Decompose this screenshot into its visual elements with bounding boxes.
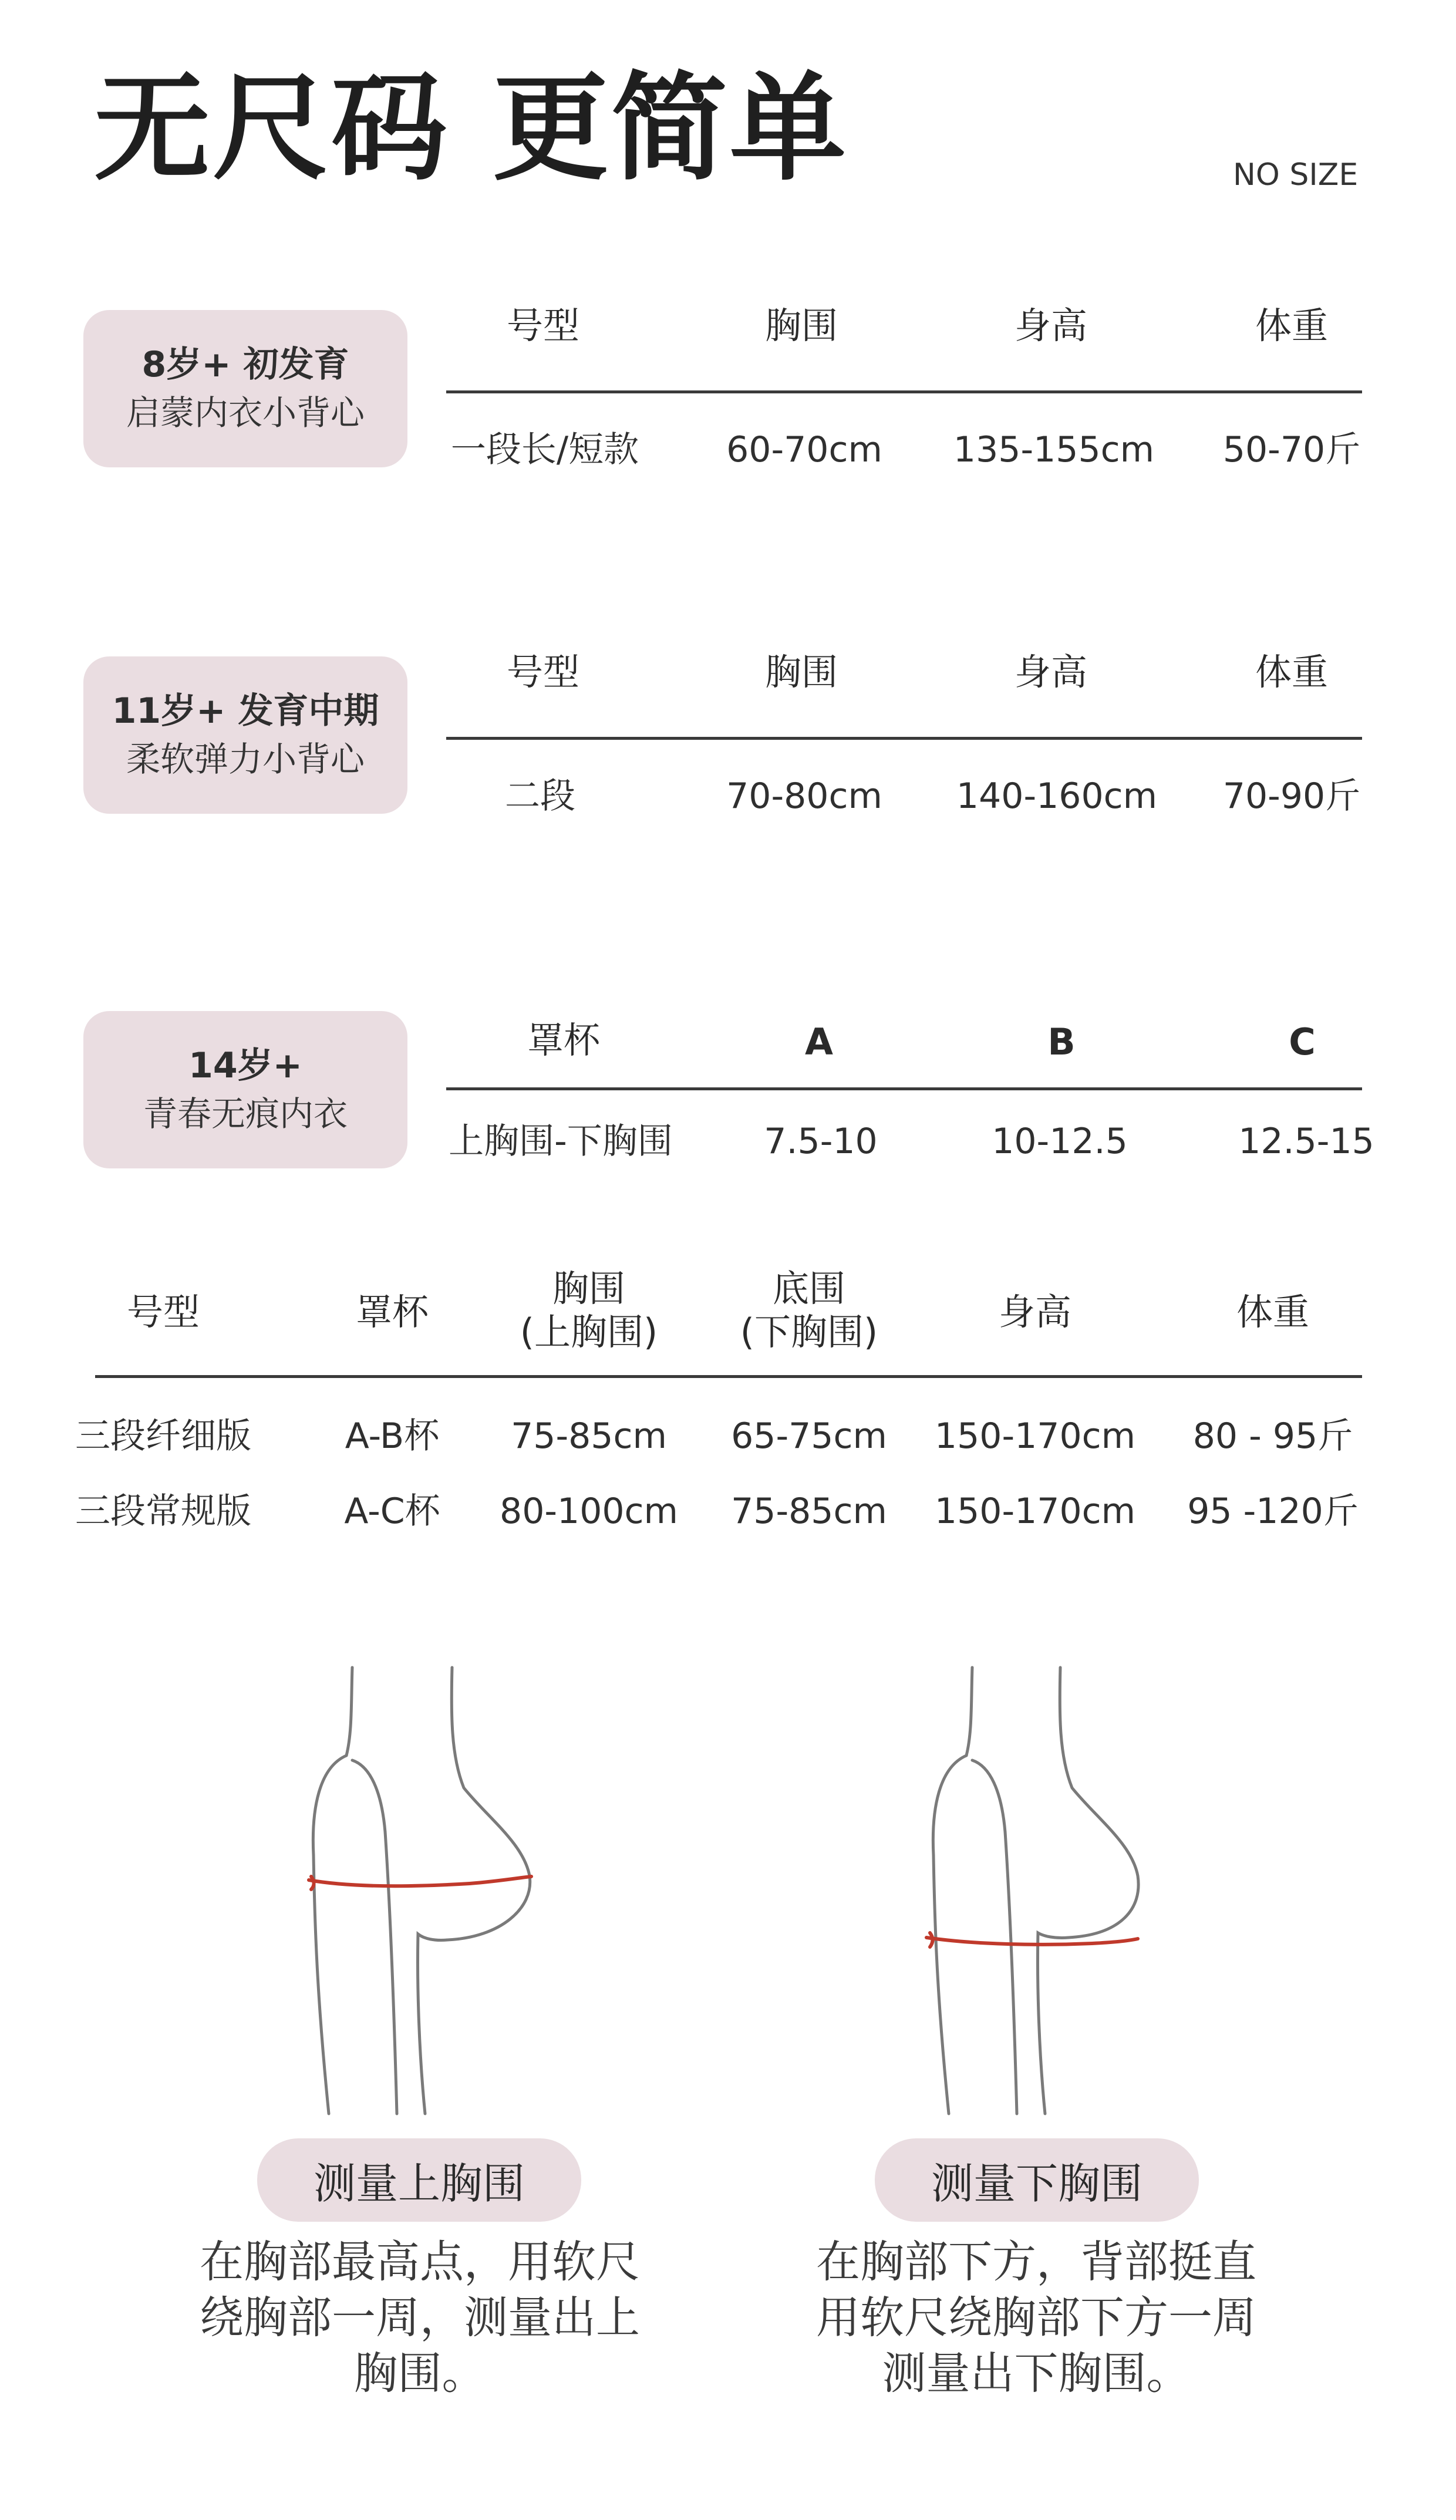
instruction-line: 绕胸部一周，测量出上 [199, 2292, 640, 2343]
table-header: 胸围 [764, 304, 838, 347]
table-cell: 140-160cm [956, 776, 1158, 817]
table-header: C [1289, 1020, 1316, 1063]
table-cell: 二段 [505, 776, 575, 817]
table-header: 体重 [1255, 651, 1329, 693]
table-header: 体重 [1236, 1291, 1310, 1333]
table-header: 身高 [1014, 651, 1088, 693]
table-divider [446, 1087, 1362, 1090]
badge-age-label: 11岁+ 发育中期 [112, 690, 379, 732]
table-cell: 65-75cm [731, 1416, 887, 1457]
table-divider [95, 1375, 1362, 1378]
table-header-line: (上胸围) [520, 1310, 658, 1354]
instruction-line: 用软尺绕胸部下方一周 [815, 2292, 1256, 2343]
table-cell: 150-170cm [934, 1491, 1136, 1532]
instruction-line: 胸围。 [353, 2347, 486, 2399]
table-cell: 10-12.5 [992, 1121, 1128, 1162]
table-header: A [805, 1020, 833, 1063]
badge-age-label: 8岁+ 初发育 [141, 344, 349, 386]
badge-age-label: 14岁+ [188, 1045, 302, 1087]
table-divider [446, 390, 1362, 393]
table-header: 体重 [1255, 304, 1329, 347]
badge-product-label: 柔软弹力小背心 [126, 739, 365, 780]
table-cell: 12.5-15 [1238, 1121, 1374, 1162]
age-badge-8 [83, 310, 407, 467]
table-cell: A-C杯 [344, 1491, 440, 1532]
table-header: 罩杯 [527, 1019, 601, 1062]
table-cell: 150-170cm [934, 1416, 1136, 1457]
table-header: 号型 [506, 304, 580, 347]
table-cell: 75-85cm [731, 1491, 887, 1532]
age-badge-14 [83, 1011, 407, 1168]
tape-measure [926, 1933, 1138, 1947]
lower-bust-instructions [801, 2234, 1271, 2401]
table-cell: 70-90斤 [1222, 776, 1361, 817]
page-subtitle: NO SIZE [1233, 157, 1359, 193]
table-header-line: 胸围 [552, 1267, 626, 1310]
table-cell: 60-70cm [726, 429, 882, 470]
tape-measure [309, 1876, 531, 1889]
table-cell: 95 -120斤 [1187, 1491, 1359, 1532]
upper-bust-figure [294, 1667, 564, 2114]
instruction-line: 在胸部下方，背部挺直 [815, 2236, 1256, 2287]
table-cell: 三段常规版 [75, 1491, 251, 1532]
table-header: 胸围 [764, 651, 838, 693]
table-header: 身高 [998, 1291, 1072, 1333]
table-header: 身高 [1014, 304, 1088, 347]
instruction-line: 在胸部最高点，用软尺 [199, 2236, 640, 2287]
badge-product-label: 青春无痕内衣 [143, 1094, 348, 1134]
table-cell: 三段纤细版 [75, 1416, 251, 1457]
table-header: 号型 [126, 1291, 200, 1333]
table-header-line: 底围 [772, 1267, 846, 1310]
table-cell: 7.5-10 [764, 1121, 878, 1162]
table-cell: 70-80cm [726, 776, 882, 817]
upper-bust-label: 测量上胸围 [257, 2138, 581, 2222]
table-cell: A-B杯 [345, 1416, 440, 1457]
table-cell: 50-70斤 [1222, 429, 1361, 470]
table-header [520, 1267, 658, 1355]
instruction-line: 测量出下胸围。 [882, 2347, 1191, 2399]
lower-bust-label: 测量下胸围 [875, 2138, 1199, 2222]
table-cell: 75-85cm [511, 1416, 667, 1457]
table-cell: 一段长/短款 [450, 429, 639, 470]
age-badge-11 [83, 656, 407, 814]
upper-bust-instructions [185, 2234, 655, 2401]
table-cell: 135-155cm [953, 429, 1155, 470]
lower-bust-figure [916, 1667, 1186, 2114]
table-header-line: (下胸围) [740, 1310, 878, 1354]
table-cell: 80-100cm [500, 1491, 678, 1532]
table-header: 号型 [506, 651, 580, 693]
page-title: 无尺码 更简单 [94, 60, 848, 196]
table-cell: 80 - 95斤 [1192, 1416, 1353, 1457]
table-cell: 上胸围-下胸围 [449, 1121, 673, 1162]
table-divider [446, 737, 1362, 740]
table-header [740, 1267, 878, 1355]
table-header: 罩杯 [355, 1291, 429, 1333]
table-header: B [1047, 1020, 1076, 1063]
badge-product-label: 启蒙内衣小背心 [126, 393, 365, 433]
